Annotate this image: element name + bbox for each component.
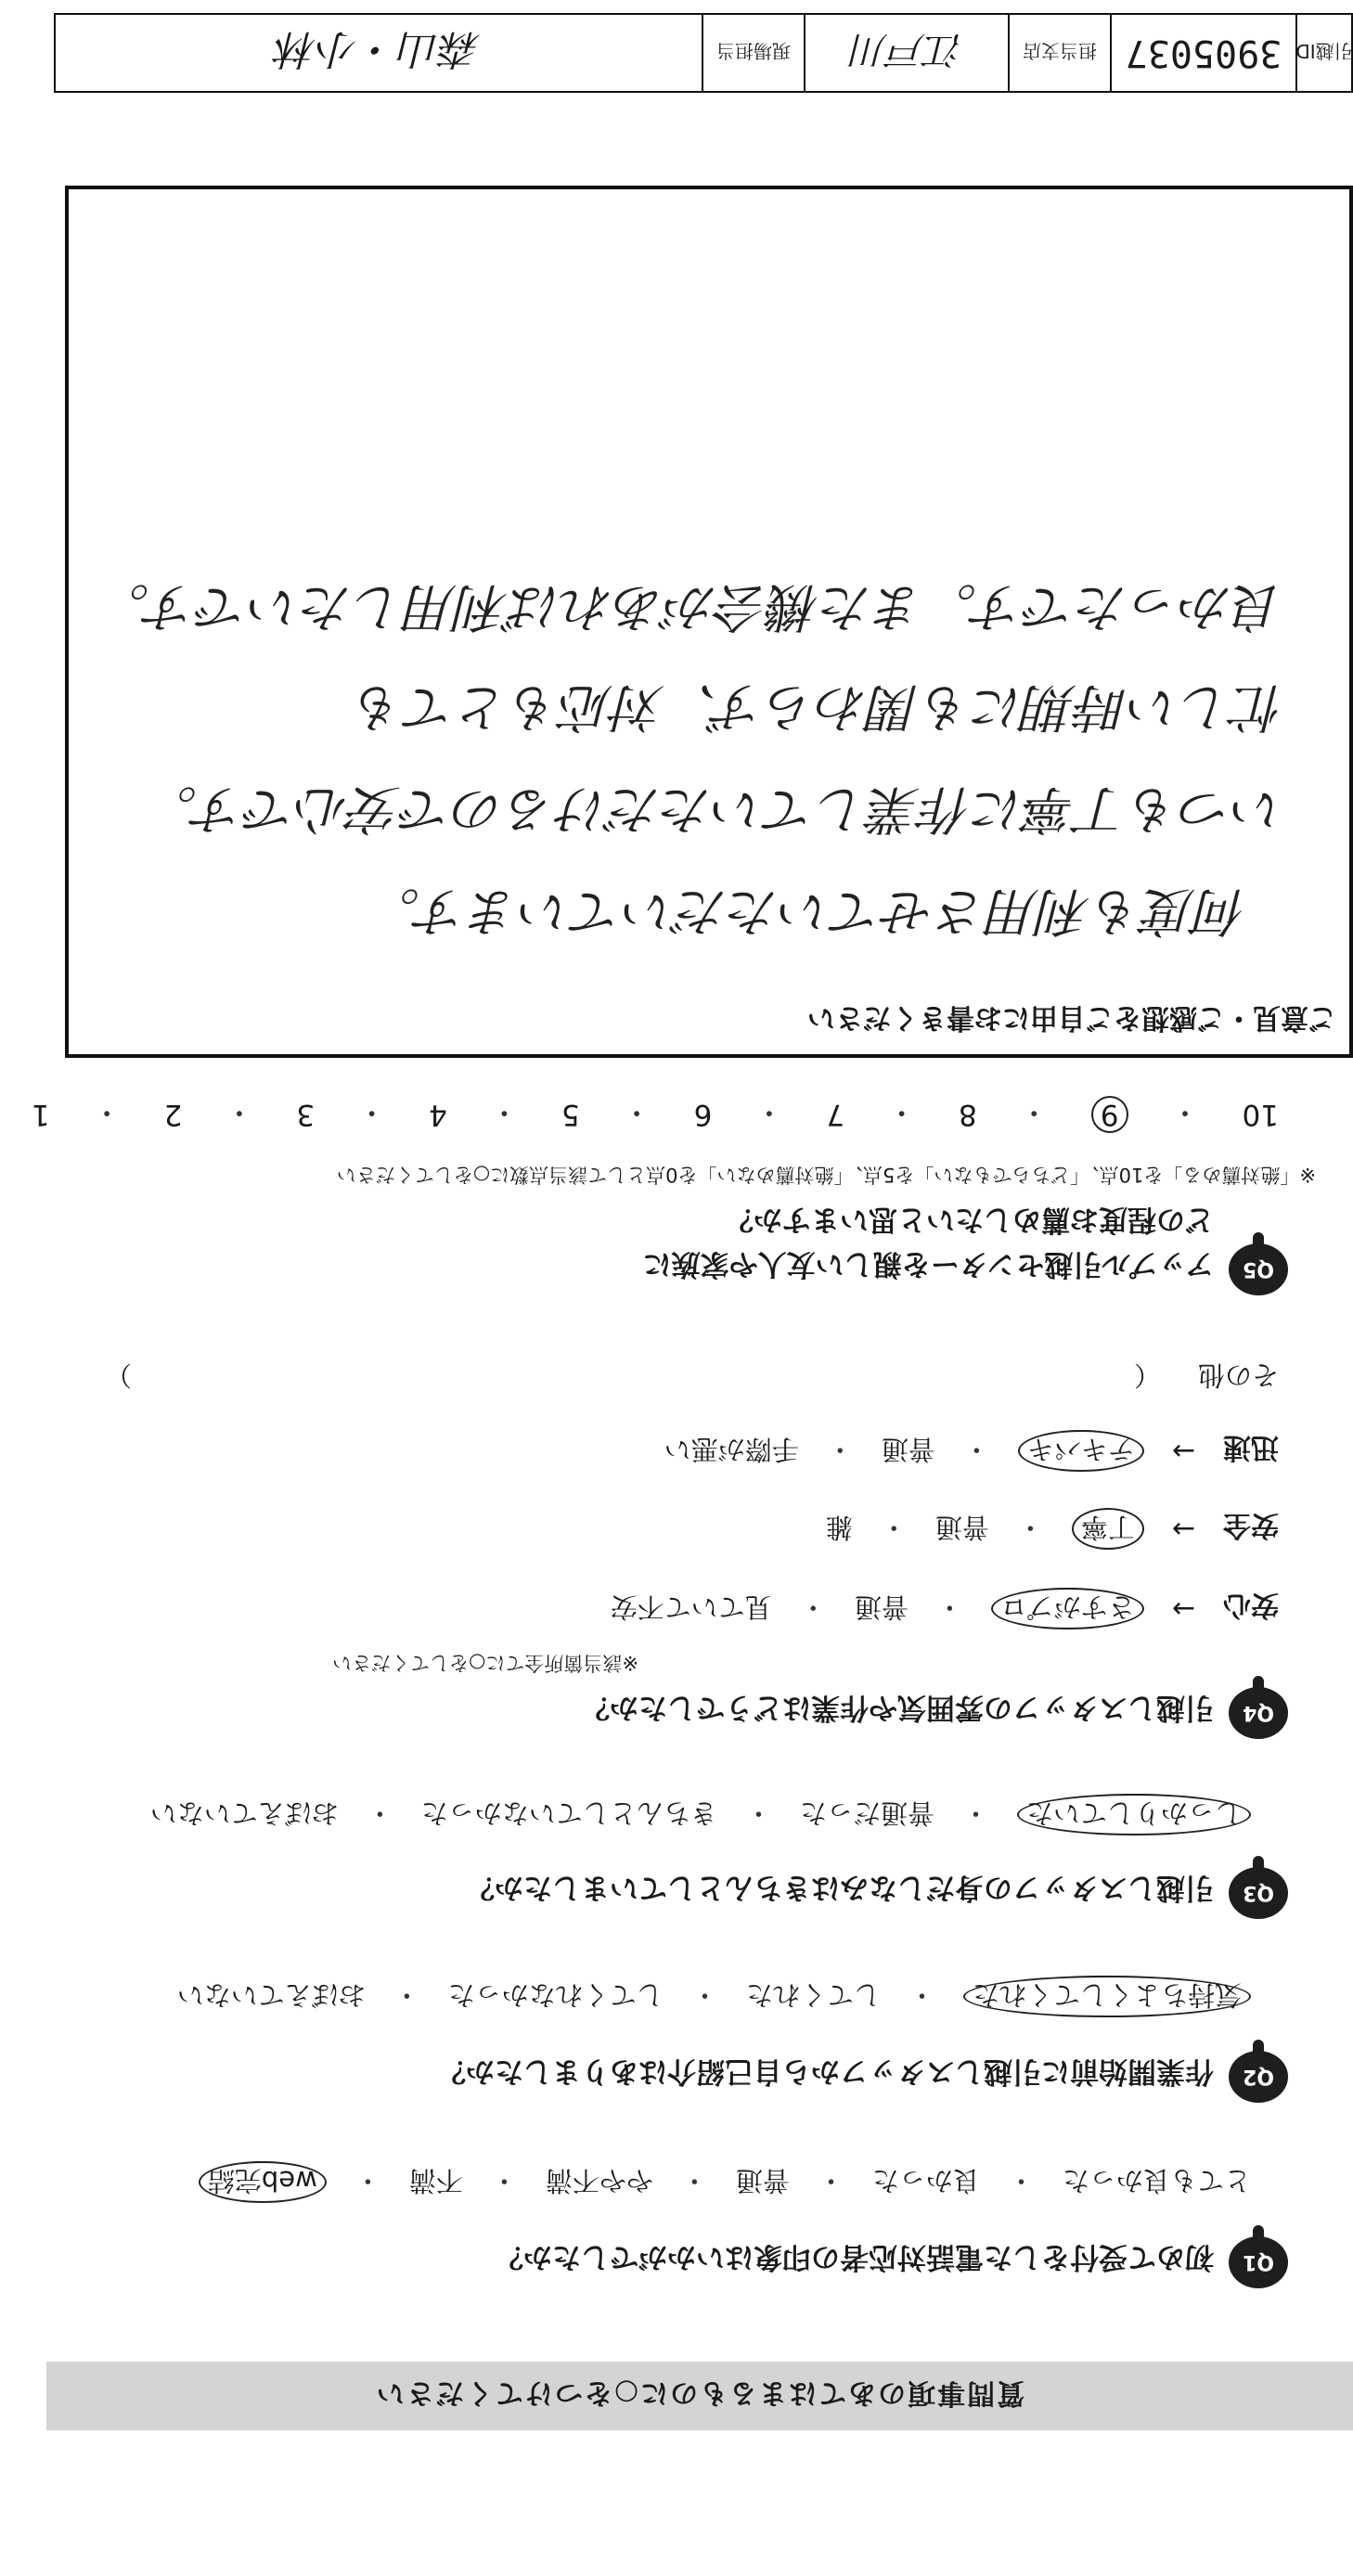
q1-option[interactable]: 良かった <box>871 2165 980 2196</box>
q5-note: ※「絶対薦める」を10点、「どちらでもない」を5点、「絶対薦めない」を0点として該当点数に○をしてください <box>336 1164 1316 1186</box>
q1-option-selected[interactable]: web完結 <box>199 2161 327 2203</box>
branch-label: 担当支店 <box>1008 15 1110 91</box>
q2-option[interactable]: してくれなかった <box>447 1979 664 2011</box>
q2-question: 作業開始前に引越しスタッフから自己紹介はありましたか？ <box>437 2054 1214 2088</box>
q3-option-selected[interactable]: しっかりしていた <box>1017 1794 1251 1835</box>
comment-title: ご意見・ご感想をご自由にお書きください <box>807 1001 1336 1034</box>
q5-score[interactable]: 5 <box>561 1098 580 1132</box>
q2-option[interactable]: おぼえていない <box>176 1979 366 2011</box>
q4-option-selected[interactable]: 丁寧 <box>1072 1508 1144 1550</box>
q4-option[interactable]: 普通 <box>934 1512 989 1543</box>
q4-option-selected[interactable]: さすがプロ <box>991 1588 1144 1629</box>
q5-score-selected[interactable]: 9 <box>1091 1097 1128 1134</box>
q4-option[interactable]: 雑 <box>825 1512 853 1543</box>
arrow-icon: → <box>1171 1592 1195 1625</box>
q1-option[interactable]: 普通 <box>735 2165 790 2196</box>
q3-option[interactable]: 普通だった <box>799 1797 934 1829</box>
comment-line: 良かったです。また機会があれば利用したいです。 <box>97 576 1284 637</box>
q2-badge: Q2 <box>1229 2051 1288 2103</box>
q1-badge: Q1 <box>1229 2236 1288 2288</box>
q5-score[interactable]: 6 <box>693 1098 713 1132</box>
q5-score[interactable]: 3 <box>296 1098 316 1132</box>
q2-options: 気持ちよくしてくれた ・ してくれた ・ してくれなかった ・ おぼえていない <box>177 1976 1251 2017</box>
q3-option[interactable]: きちんとしていなかった <box>420 1797 717 1829</box>
id-value: 3905037 <box>1110 15 1295 91</box>
q5-score[interactable]: 8 <box>959 1098 977 1132</box>
header-table <box>54 13 1353 93</box>
q4-row-label: 安全 <box>1223 1509 1279 1542</box>
comment-line: いつも丁寧に作業していただけるので安心です。 <box>145 779 1284 839</box>
q4-row-anzen: 安全 → 丁寧 ・ 普通 ・ 雑 <box>826 1508 1279 1550</box>
q4-option-selected[interactable]: テキパキ <box>1018 1430 1144 1472</box>
q3-option[interactable]: おぼえていない <box>149 1797 339 1829</box>
q5-score[interactable]: 2 <box>163 1098 183 1132</box>
instruction-banner: 質問事項のあてはまるものに○をつけてください <box>46 2362 1353 2430</box>
q4-row-anshin: 安心 → さすがプロ ・ 普通 ・ 見ていて不安 <box>611 1588 1279 1629</box>
q5-scale: 10 ・ 9 ・ 8 ・ 7 ・ 6 ・ 5 ・ 4 ・ 3 ・ 2 ・ 1 <box>31 1095 1279 1132</box>
q4-other-close: ） <box>104 1359 132 1391</box>
q2-option-selected[interactable]: 気持ちよくしてくれた <box>963 1976 1251 2017</box>
q4-option[interactable]: 見ていて不安 <box>610 1591 772 1623</box>
q4-row-jinsoku: 迅速 → テキパキ ・ 普通 ・ 手際が悪い <box>664 1430 1279 1472</box>
q4-question: 引越しスタッフの雰囲気や作業はどうでしたか？ <box>581 1691 1214 1724</box>
q1-option[interactable]: 不満 <box>408 2165 463 2196</box>
staff-value: 森山・小林 <box>277 25 481 72</box>
q5-score[interactable]: 10 <box>1242 1098 1279 1132</box>
q4-note: ※該当箇所全てに○をしてください <box>332 1652 638 1674</box>
q1-options: とても良かった ・ 良かった ・ 普通 ・ やや不満 ・ 不満 ・ web完結 <box>199 2161 1251 2203</box>
comment-line: 忙しい時期にも関わらず、対応もとても <box>353 676 1284 737</box>
q4-option[interactable]: 普通 <box>854 1591 908 1623</box>
q1-option[interactable]: とても良かった <box>1062 2165 1251 2196</box>
q3-question: 引越しスタッフの身だしなみはきちんとしていましたか？ <box>466 1871 1214 1904</box>
q4-other <box>105 1358 1279 1396</box>
q4-other-open: （ <box>1133 1359 1161 1391</box>
branch-value: 江戸川 <box>804 15 1008 91</box>
arrow-icon: → <box>1171 1435 1195 1467</box>
comment-line: 何度も利用させていただいています。 <box>367 881 1247 941</box>
q1-question: 初めて受付をした電話対応者の印象はいかがでしたか？ <box>495 2240 1214 2273</box>
q2-option[interactable]: してくれた <box>745 1979 881 2011</box>
q5-badge: Q5 <box>1229 1243 1288 1295</box>
q4-option[interactable]: 手際が悪い <box>664 1434 799 1465</box>
q5-score[interactable]: 4 <box>429 1098 447 1132</box>
q3-options: しっかりしていた ・ 普通だった ・ きちんとしていなかった ・ おぼえていない <box>150 1794 1251 1835</box>
staff-label: 現場担当 <box>702 15 804 91</box>
q3-badge: Q3 <box>1229 1867 1288 1919</box>
q5-question-line2: どの程度お薦めしたいと思いますか？ <box>725 1203 1214 1236</box>
q5-question-line1: アップル引越センターを親しい友人や家族に <box>642 1247 1214 1281</box>
q5-score[interactable]: 1 <box>31 1098 50 1132</box>
q5-score[interactable]: 7 <box>826 1098 845 1132</box>
id-label: 引越ID <box>1295 15 1351 91</box>
q4-option[interactable]: 普通 <box>881 1434 935 1465</box>
comment-box[interactable] <box>65 186 1353 1058</box>
q4-badge: Q4 <box>1229 1687 1288 1739</box>
q4-other-label: その他 <box>1197 1359 1279 1391</box>
q4-row-label: 迅速 <box>1223 1431 1279 1464</box>
q4-row-label: 安心 <box>1223 1589 1279 1622</box>
arrow-icon: → <box>1171 1513 1195 1545</box>
q1-option[interactable]: やや不満 <box>545 2165 653 2196</box>
